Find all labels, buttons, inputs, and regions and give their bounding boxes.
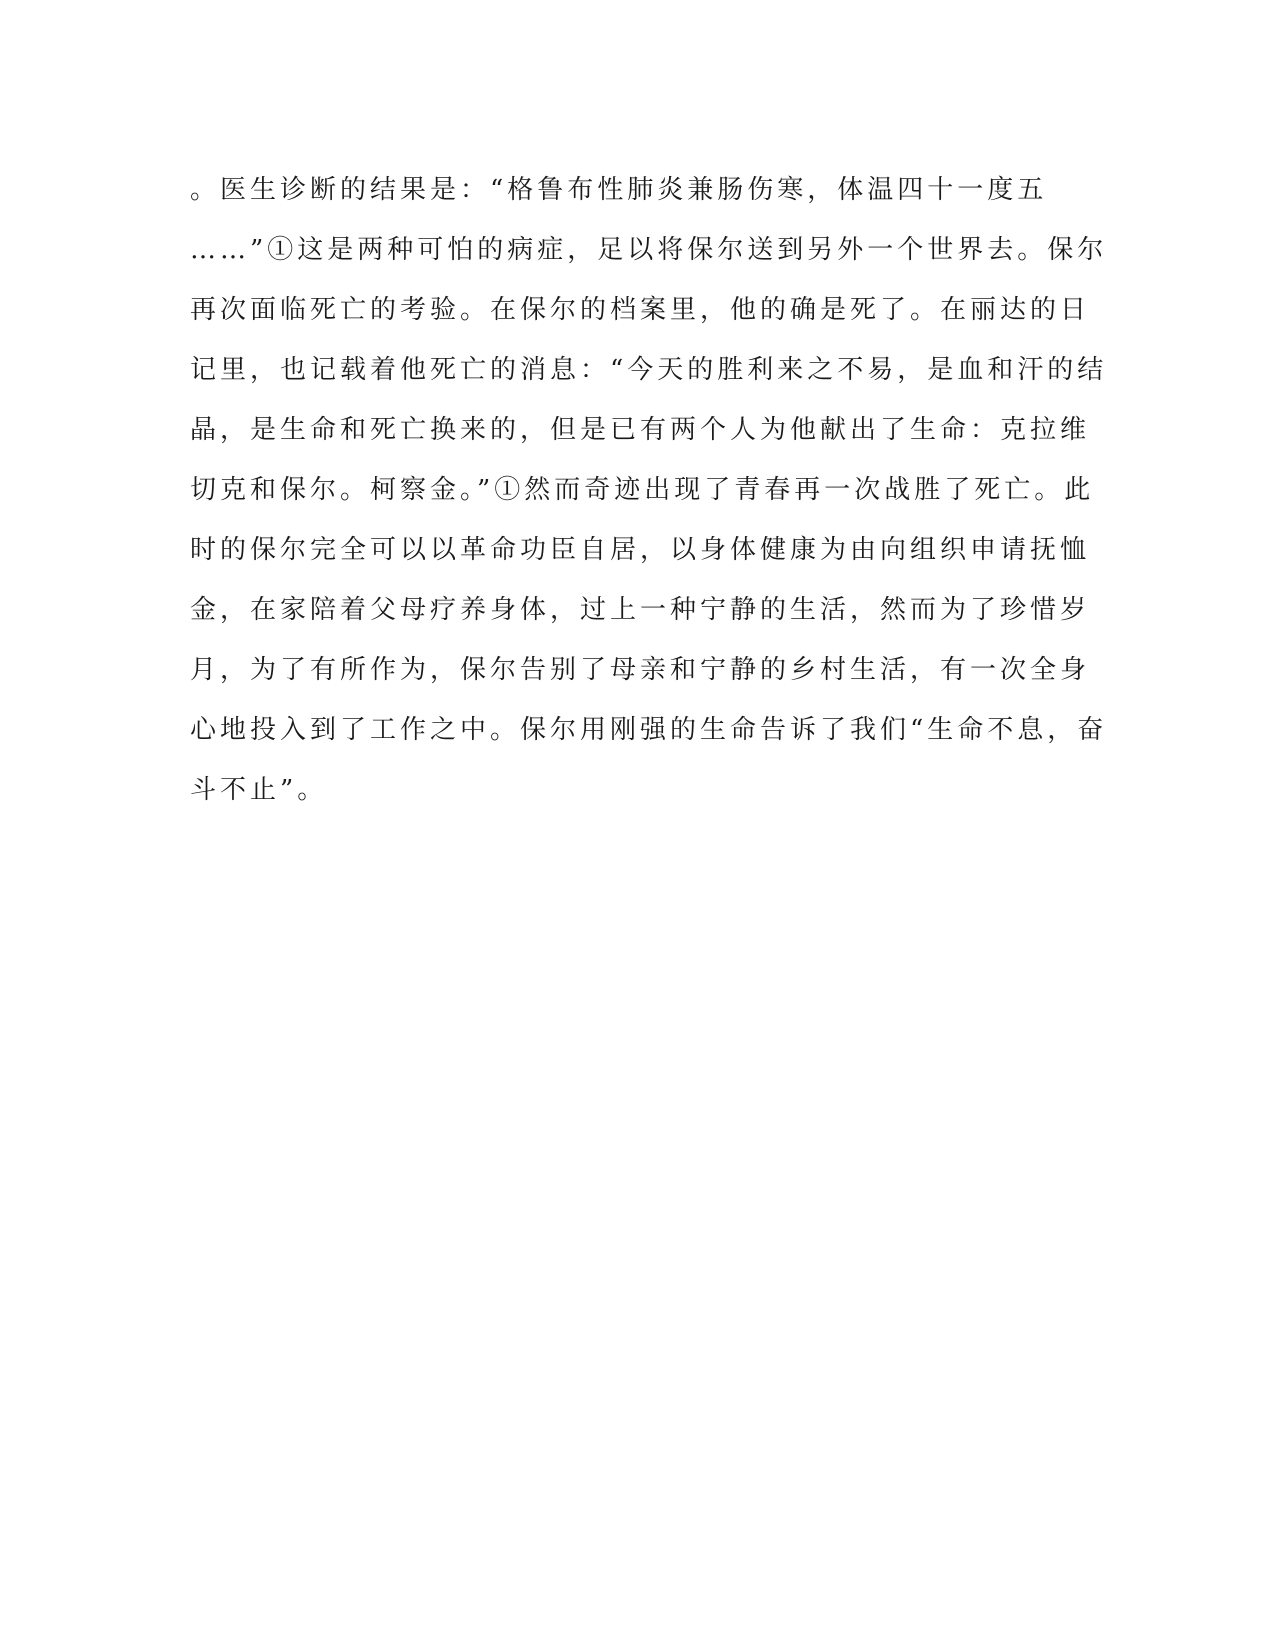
text-line: 斗不止”。	[190, 775, 328, 805]
text-line: 再次面临死亡的考验。在保尔的档案里，他的确是死了。在丽达的日	[190, 295, 1091, 325]
text-line: 晶，是生命和死亡换来的，但是已有两个人为他献出了生命：克拉维	[190, 415, 1091, 445]
text-line: 月，为了有所作为，保尔告别了母亲和宁静的乡村生活，有一次全身	[190, 655, 1091, 685]
text-line: 金，在家陪着父母疗养身体，过上一种宁静的生活，然而为了珍惜岁	[190, 595, 1091, 625]
body-paragraph	[190, 160, 1108, 820]
text-line: 时的保尔完全可以以革命功臣自居，以身体健康为由向组织申请抚恤	[190, 535, 1091, 565]
text-line: 心地投入到了工作之中。保尔用刚强的生命告诉了我们“生命不息，奋	[190, 715, 1108, 745]
text-line: 。医生诊断的结果是：“格鲁布性肺炎兼肠伤寒，体温四十一度五	[190, 175, 1048, 205]
text-line: 切克和保尔。柯察金。”①然而奇迹出现了青春再一次战胜了死亡。此	[190, 475, 1095, 505]
text-line: ……”①这是两种可怕的病症，足以将保尔送到另外一个世界去。保尔	[190, 235, 1108, 265]
text-line: 记里，也记载着他死亡的消息：“今天的胜利来之不易，是血和汗的结	[190, 355, 1108, 385]
